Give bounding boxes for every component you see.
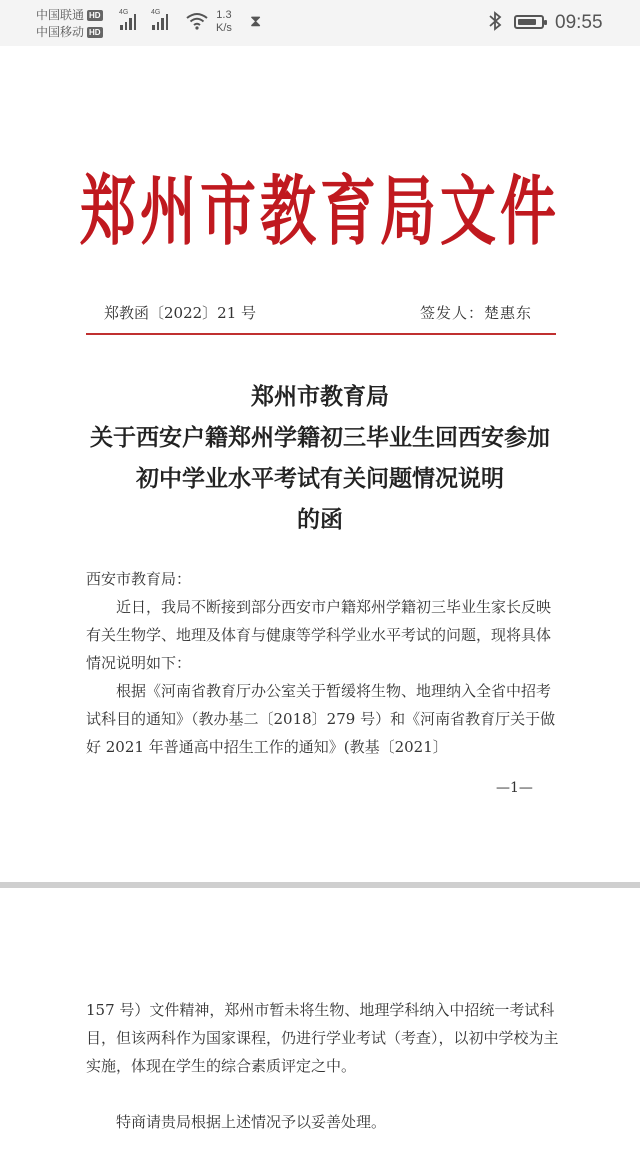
paragraph-1: 近日，我局不断接到部分西安市户籍郑州学籍初三毕业生家长反映有关生物学、地理及体育与健康等学科学业水平考试的问题，现将具体情况说明如下： — [86, 598, 552, 672]
network-type-label: 4G — [151, 9, 161, 16]
paragraph-4: 特商请贵局根据上述情况予以妥善处理。 — [116, 1113, 387, 1131]
title-line: 的函 — [297, 506, 343, 533]
document-page-1 — [0, 46, 640, 882]
document-title — [0, 376, 640, 540]
clock: 09:55 — [555, 12, 603, 33]
status-bar — [0, 0, 640, 46]
hourglass-icon: ⧗ — [250, 13, 262, 30]
header-divider — [86, 333, 556, 335]
network-type-label: 4G — [119, 9, 129, 16]
hd-icon: HD — [89, 28, 101, 37]
title-line: 初中学业水平考试有关问题情况说明 — [136, 465, 504, 492]
document-header: 郑州市教育局文件 — [80, 167, 560, 257]
paragraph-2: 根据《河南省教育厅办公室关于暂缓将生物、地理纳入全省中招考试科目的通知》（教办基二〔2018〕279 号）和《河南省教育厅关于做好 2021 年普通高中招生工作的通知》(教基〔2021〕 — [86, 682, 556, 756]
signal-strength-icon — [119, 9, 136, 30]
recipient: 西安市教育局： — [86, 570, 192, 588]
carrier-1-label: 中国联通 — [36, 8, 85, 22]
document-signer: 签发人：楚惠东 — [420, 304, 533, 322]
battery-icon — [514, 15, 544, 29]
page-number: —1— — [496, 780, 533, 796]
paragraph-3: 157 号）文件精神，郑州市暂未将生物、地理学科纳入中招统一考试科目，但该两科作为国家课程，仍进行学业考试（考查），以初中学校为主实施，体现在学生的综合素质评定之中。 — [86, 1001, 559, 1075]
battery-level — [518, 19, 536, 25]
signal-strength-icon — [151, 9, 168, 30]
document-page-2 — [0, 888, 640, 1168]
document-number: 郑教函〔2022〕21 号 — [104, 304, 257, 322]
carrier-2-label: 中国移动 — [36, 25, 85, 39]
title-line: 郑州市教育局 — [251, 383, 389, 410]
network-speed — [216, 9, 232, 35]
wifi-icon — [186, 12, 208, 30]
carrier-info — [36, 7, 103, 41]
speed-value: 1.3 — [216, 9, 232, 21]
speed-unit: K/s — [216, 22, 232, 34]
bluetooth-icon — [488, 11, 502, 31]
hd-icon: HD — [89, 11, 101, 20]
title-line: 关于西安户籍郑州学籍初三毕业生回西安参加 — [90, 424, 550, 451]
